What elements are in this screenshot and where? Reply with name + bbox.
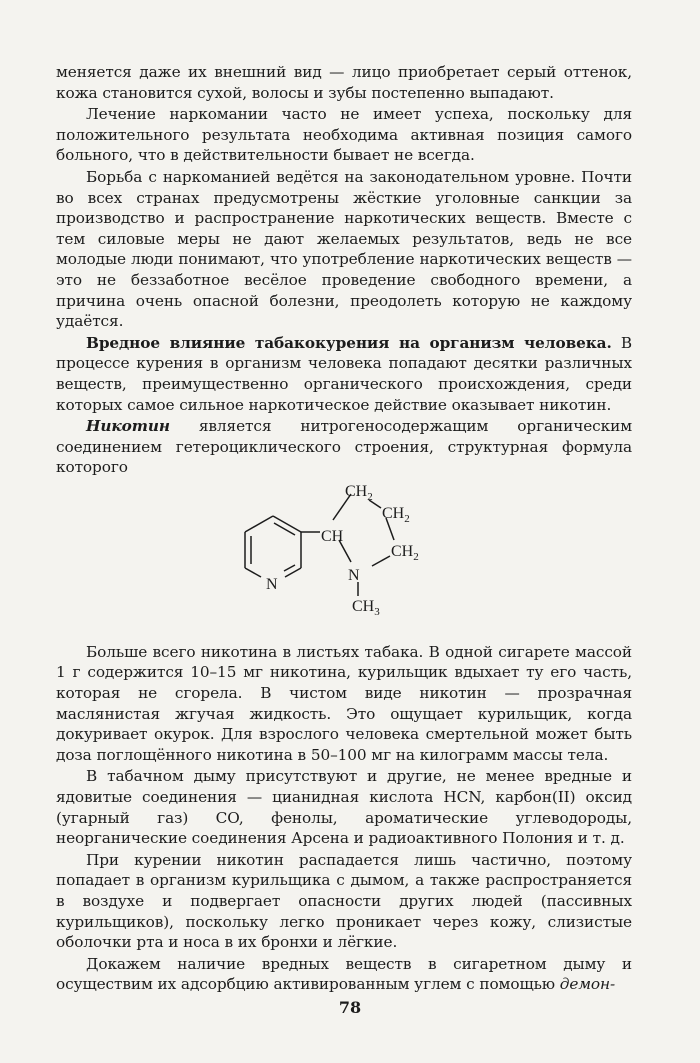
paragraph-4 bbox=[56, 333, 632, 415]
paragraph-6: Больше всего никотина в листьях табака. В одной сигарете массой 1 г содержится 10–15 мг никотина, курильщик вдыхает ту его часть, которая не сгорела. В чистом виде никотин — прозрачная маслянистая жгучая жидкость. Это ощущает курильщик, когда докуривает окурок. Для взрослого человека смертельной может быть доза поглощённого никотина в 50–100 мг на килограмм массы тела. bbox=[56, 642, 632, 764]
formula-ch3: $CH_3$ bbox=[352, 597, 380, 618]
nicotine-structural-formula bbox=[56, 482, 632, 640]
paragraph-1: меняется даже их внешний вид — лицо приобретает серый оттенок, кожа становится сухой, волосы и зубы постепенно выпадают. bbox=[56, 63, 632, 102]
paragraph-2: Лечение наркомании часто не имеет успеха, поскольку для положительного результата необходима активная позиция самого больного, что в действительности бывает не всегда. bbox=[56, 105, 632, 165]
formula-ch: CH bbox=[321, 527, 344, 545]
paragraph-9-italic: демон- bbox=[559, 975, 616, 994]
paragraph-8: При курении никотин распадается лишь частично, поэтому попадает в организм курильщика с дымом, а также распространяется в воздухе и подвергает опасности других людей (пассивных курильщиков), поскольку легко проникает через кожу, слизистые оболочки рта и носа в их бронхи и лёгкие. bbox=[56, 850, 632, 952]
paragraph-9 bbox=[56, 954, 632, 995]
formula-ch2-top: $CH_2$ bbox=[345, 482, 373, 503]
paragraph-9-text: Докажем наличие вредных веществ в сигаретном дыму и осуществим их адсорбцию активированным углем с помощью bbox=[56, 954, 632, 994]
section-heading: Вредное влияние табакокурения на организм человека. bbox=[86, 333, 612, 352]
paragraph-5 bbox=[56, 416, 632, 478]
formula-n-pyrrolidine: N bbox=[348, 566, 360, 584]
paragraph-3: Борьба с наркоманией ведётся на законодательном уровне. Почти во всех странах предусмотрены жёсткие уголовные санкции за производство и распространение наркотических веществ. Вместе с тем силовые меры не дают желаемых результатов, ведь не все молодые люди понимают, что употребление наркотических веществ — это не беззаботное весёлое проведение свободного времени, а причина очень опасной болезни, преодолеть которую не каждому удаётся. bbox=[56, 167, 632, 331]
formula-svg bbox=[56, 482, 632, 640]
paragraph-5-text: является нитрогеносодержащим органическим соединением гетероциклического строения, структурная формула которого bbox=[56, 417, 632, 477]
pyridine-ring bbox=[245, 516, 301, 577]
formula-ch2-right: $CH_2$ bbox=[382, 504, 410, 525]
page-number: 78 bbox=[338, 998, 362, 1017]
paragraph-7: В табачном дыму присутствуют и другие, не менее вредные и ядовитые соединения — цианидная кислота HCN, карбон(II) оксид (угарный газ) CO, фенолы, ароматические углеводороды, неорганические соединения Арсена и радиоактивного Полония и т. д. bbox=[56, 767, 632, 848]
paragraph-4-text: В процессе курения в организм человека попадают десятки различных веществ, преимущественно органического происхождения, среди которых самое сильное наркотическое действие оказывает никотин. bbox=[56, 333, 633, 414]
formula-n-pyridine: N bbox=[266, 575, 278, 593]
term-nicotine: Никотин bbox=[86, 417, 170, 436]
formula-ch2-bottom: $CH_2$ bbox=[391, 542, 419, 563]
